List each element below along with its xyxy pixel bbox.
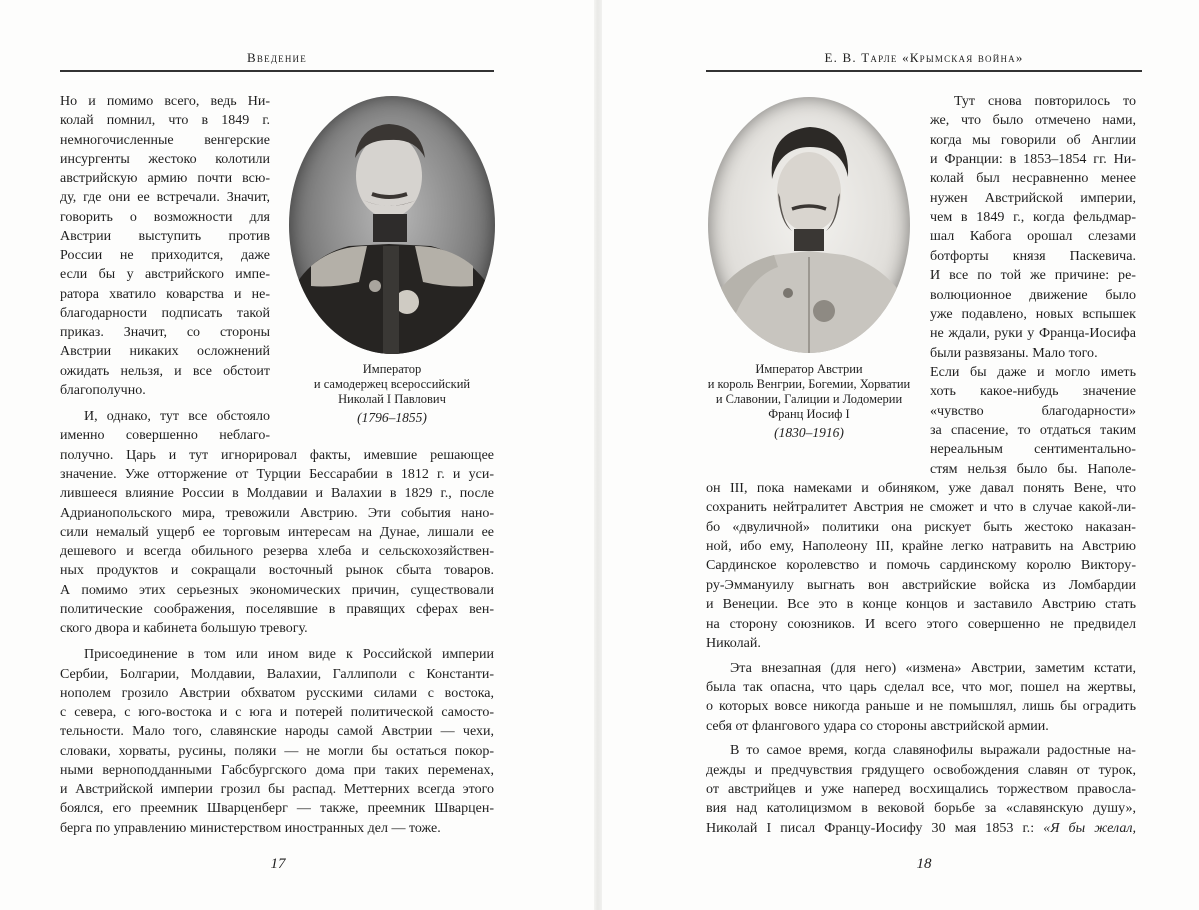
text-line: словаки, хорваты, русины, поляки — не могли бы остаться покор- [60,743,494,759]
text-line: Австрии никаких осложнений [60,344,270,360]
text-line: вия над католицизмом в вековой борьбе за «славянскую душу», [706,800,1136,817]
text-line: нополем грозило Австрии обхватом русскими силами с востока, [60,685,494,701]
text-line: волюционное движение было [930,286,1136,303]
text-line: хоть какое-нибудь значение [930,383,1136,400]
text-line: стям нельзя было бы. Наполе- [930,460,1136,477]
text-line: Эта внезапная (для него) «измена» Австрии, заметим кстати, [730,659,1136,676]
text-line: Но и помимо всего, ведь Ни- [60,94,270,109]
text-line: боялся, его преемник Шварценберг — также, преемник Шварцен- [60,801,494,817]
text-line: австрийскую армию почти всю- [60,171,270,187]
right-caption-line-4: Франц Иосиф I [768,407,850,421]
text-line: именно совершенно неблаго- [60,428,270,444]
text-line: А помимо этих серьезных экономических причин, существовали [60,582,494,598]
text-line: нужен Австрийской империи, [930,189,1136,206]
text-line: ботфорты князя Паскевича. [930,247,1136,264]
text-line: благодарности подписать такой [60,305,270,321]
right-page [600,0,1199,910]
text-line: дешевого и всегда обильного резерва хлеба и сельскохозяйствен- [60,544,494,560]
text-line: когда мы говорили об Англии [930,131,1136,148]
portrait-nicholas-i-drawing [289,96,495,354]
text-line: сохранить нейтралитет Австрия не сможет и что в случае какой-ли- [706,499,1136,516]
text-line: ру-Эммануилу выгнать вон австрийские войска из Ломбардии [706,576,1136,593]
text-line: не ждали, руки у Франца-Иосифа [930,325,1136,342]
text-line: инсургенты жестоко колотили [60,151,270,167]
right-header-rule [706,70,1142,72]
text-line: «чувство благодарности» [930,402,1136,419]
right-portrait-caption [694,362,924,440]
text-line: Австрии выступить против [60,228,270,244]
text-line: и Франции: в 1853–1854 гг. Ни- [930,151,1136,168]
text-line: ду, где они ее встречали. Значит, [60,190,270,206]
left-page [0,0,596,910]
text-line: чем в 1849 г., когда фельдмар- [930,209,1136,226]
left-caption-dates: (1796–1855) [357,410,427,425]
left-running-head: Введение [247,50,307,65]
text-line: с севера, с юго-востока и с юга и потерей политической самосто- [60,705,494,721]
text-line: И все по той же причине: ре- [930,267,1136,284]
portrait-franz-joseph-i [708,97,910,353]
text-line: Присоединение в том или ином виде к Российской империи [84,647,494,663]
text-line: Адрианопольского мира, тревожили Австрию. Эти события нано- [60,505,494,521]
text-line: ожидать нельзя, и все обстоит [60,363,270,379]
text-line: берга по управлению министерством иностранных дел — тоже. [60,820,441,836]
last-line-quote: «Я бы желал, [1043,819,1136,836]
left-caption-line-1: Император [362,362,422,376]
last-line-text: Николай I писал Францу-Иосифу 30 мая 1853 г.: [706,819,1044,836]
text-line: Тут снова повторилось то [954,93,1136,109]
portrait-nicholas-i [289,96,495,354]
text-line: были развязаны. Мало того. [930,344,1098,361]
text-line: от австрийцев и уже наперед восхищались торжеством правосла- [706,780,1136,797]
left-header-rule [60,70,494,72]
text-line: дежды и предчувствия грядущего освобождения славян от турок, [706,761,1136,778]
text-line: ского двора и кабинета большую тревогу. [60,621,308,637]
text-line: России не приходится, даже [60,248,270,264]
right-running-head: Е. В. Тарле «Крымская война» [824,50,1024,65]
text-line: если бы у австрийского импе- [60,267,270,283]
text-line: колай был несравненно менее [930,170,1136,187]
text-line: Николай. [706,634,761,651]
left-caption-line-3: Николай I Павлович [338,392,446,406]
text-line: же, что было отмечено нами, [930,112,1136,129]
text-line: ной, ибо ему, Наполеону III, крайне легко натравить на Австрию [706,538,1136,555]
text-line: Если бы даже и могло иметь [930,363,1136,380]
text-line: на сторону союзников. И всего этого совершенно не предвидел [706,615,1136,632]
text-line: и Венеции. Все это в конце концов и заставило Австрию стать [706,596,1136,613]
text-line: получно. Царь и тут игнорировал факты, имевшие решающее [60,447,494,463]
text-line: Сардинское королевство и помочь сардинскому королю Виктору- [706,557,1136,574]
right-caption-line-2: и король Венгрии, Богемии, Хорватии [707,377,911,391]
text-line: за спасение, то отдаться таким [930,422,1136,438]
text-line: и Австрийской империи грозил бы распад. Меттерних всегда этого [60,782,494,798]
text-line: нереальным сентиментально- [930,441,1136,458]
left-page-number: 17 [270,856,286,872]
portrait-franz-joseph-i-drawing [708,97,910,353]
right-caption-dates: (1830–1916) [774,425,844,440]
text-line: о которых вовсе никогда раньше и не помышлял, лишь бы оградить [706,698,1136,715]
left-caption-line-2: и самодержец всероссийский [313,377,471,391]
text-line: тельности. Мало того, славянские народы самой Австрии — чехи, [60,724,494,740]
text-line: приказ. Значит, со стороны [60,325,270,341]
right-caption-line-1: Император Австрии [755,362,863,376]
text-line: лившееся влияние России в Молдавии и Валахии в 1829 г., после [60,486,494,502]
text-line: уже подавлено, новых вспышек [930,305,1136,322]
text-line: колай помнил, что в 1849 г. [60,113,270,129]
text-line: шал Кабога орошал слезами [930,228,1136,245]
text-line: себя от флангового удара со стороны австрийской армии. [706,717,1049,734]
left-portrait-caption [286,362,498,425]
text-line: была так опасна, что царь сделал все, что мог, пошел на жертвы, [706,678,1136,695]
text-line: ратора хватило коварства и не- [60,286,270,302]
text-line: политические соображения, поселявшие в правящих сферах вен- [60,601,494,617]
right-page-number: 18 [916,856,932,872]
text-line: Сербии, Болгарии, Молдавии, Валахии, Галлиполи с Константи- [60,666,494,682]
text-line: ных продуктов и сокращали восточный рынок сбыта товаров. [60,563,494,579]
text-line: он III, пока намеками и обиняком, уже давал понять Вене, что [706,480,1136,497]
text-line [706,819,1136,838]
text-line: сили немалый ущерб ее торговым интересам на Дунае, лишали ее [60,524,494,540]
right-caption-line-3: и Славонии, Галиции и Лодомерии [715,392,903,406]
text-line: значение. Уже отторжение от Турции Бессарабии в 1812 г. и уси- [60,467,494,482]
text-line: немногочисленные венгерские [60,132,270,148]
text-line: говорить о возможности для [60,209,270,225]
text-line: В то самое время, когда славянофилы выражали радостные на- [730,742,1136,759]
text-line: ными верноподданными Габсбургского дома при таких переменах, [60,762,494,778]
text-line: И, однако, тут все обстояло [84,409,270,425]
text-line: благополучно. [60,382,146,398]
text-line: бо «двуличной» политики она рискует быть жестоко наказан- [706,518,1136,535]
